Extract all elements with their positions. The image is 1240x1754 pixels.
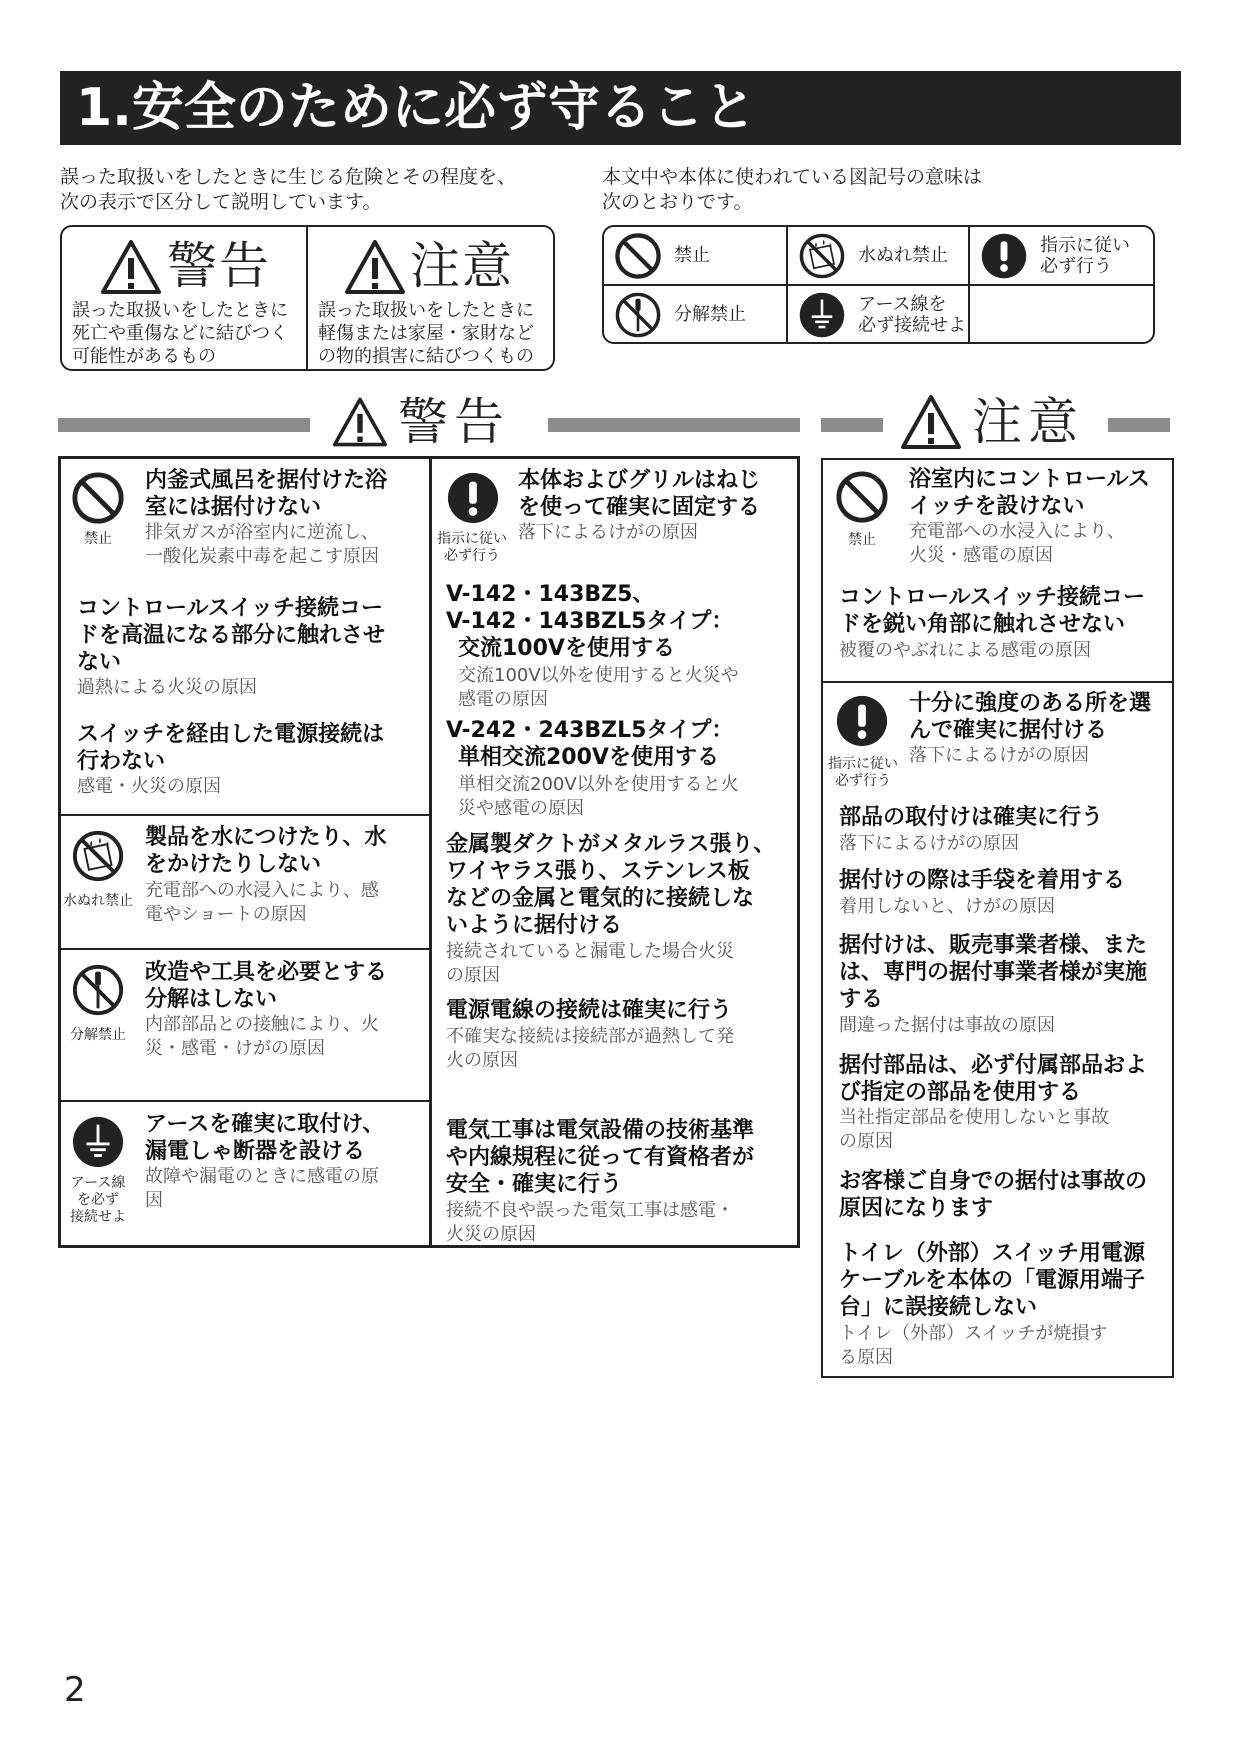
- warning-item-desc: 不確実な接続は接続部が過熱して発 火の原因: [446, 1026, 734, 1071]
- symbol-prohibition: [604, 227, 786, 284]
- banner-bar: [821, 418, 883, 432]
- warning-right-column: [432, 459, 797, 1245]
- symbol-label: アース線を: [858, 293, 947, 315]
- no-water-icon: [798, 232, 846, 280]
- symbol-no-disassembly: [604, 286, 786, 343]
- desc-line: 可能性があるもの: [72, 346, 216, 367]
- caution-item-desc: 被覆のやぶれによる感電の原因: [839, 640, 1091, 661]
- warning-item-head: 本体およびグリルはねじ を使って確実に固定する: [518, 468, 761, 520]
- caution-item-desc: 落下によるけがの原因: [909, 745, 1089, 766]
- page-title: 1.安全のために必ず守ること: [76, 78, 756, 138]
- prohibition-icon: [614, 232, 662, 280]
- mandatory-icon: [980, 232, 1028, 280]
- intro-right-line: 本文中や本体に使われている図記号の意味は: [602, 166, 983, 188]
- warning-item-head: 改造や工具を必要とする 分解はしない: [145, 960, 388, 1012]
- warning-section-label: 警告: [398, 393, 510, 451]
- intro-left: [60, 165, 516, 215]
- signal-word-warning: 警告: [167, 237, 271, 295]
- desc-line: の物的損害に結びつくもの: [318, 346, 534, 367]
- banner-bar: [548, 418, 800, 432]
- caution-item-head: コントロールスイッチ接続コー ドを鋭い角部に触れさせない: [839, 585, 1146, 637]
- prohibition-icon: [835, 470, 889, 524]
- caution-item-head: 据付けの際は手袋を着用する: [839, 868, 1126, 893]
- warning-triangle-icon: [100, 239, 162, 295]
- signal-caution-desc: [318, 299, 534, 368]
- caution-item-head: 据付けは、販売事業者様、また は、専門の据付事業者様が実施 する: [839, 933, 1148, 1012]
- icon-caption: アース線 を必ず 接続せよ: [70, 1175, 126, 1225]
- warning-triangle-icon: [900, 394, 962, 450]
- symbol-label: 必ず行う: [1040, 255, 1112, 277]
- warning-item-head: 製品を水につけたり、水 をかけたりしない: [145, 825, 387, 877]
- page-number: 2: [64, 1670, 86, 1710]
- caution-item-head: 十分に強度のある所を選 んで確実に据付ける: [909, 691, 1152, 743]
- icon-caption: 指示に従い 必ず行う: [437, 531, 507, 564]
- caution-item-desc: 間違った据付は事故の原因: [839, 1015, 1055, 1036]
- symbol-ground: [788, 286, 968, 343]
- caution-item-desc: 着用しないと、けがの原因: [839, 896, 1055, 917]
- caution-item-head: トイレ（外部）スイッチ用電源 ケーブルを本体の「電源用端子 台」に誤接続しない: [839, 1241, 1146, 1320]
- intro-right: [602, 165, 982, 215]
- warning-item-head: スイッチを経由した電源接続は 行わない: [77, 722, 385, 774]
- symbol-label: 指示に従い: [1040, 234, 1130, 256]
- warning-item-head: 金属製ダクトがメタルラス張り、 ワイヤラス張り、ステンレス板 などの金属と電気的に接続しな いように据付ける: [446, 832, 776, 938]
- warning-item-desc: 故障や漏電のときに感電の原 因: [145, 1166, 379, 1211]
- intro-left-line: 次の表示で区分して説明しています。: [60, 191, 382, 213]
- desc-line: 死亡や重傷などに結びつく: [72, 323, 288, 344]
- caution-item-desc: トイレ（外部）スイッチが焼損す る原因: [839, 1323, 1108, 1368]
- warning-item-desc: 内部部品との接触により、火 災・感電・けがの原因: [145, 1014, 379, 1059]
- caution-item-head: 据付部品は、必ず付属部品およ び指定の部品を使用する: [839, 1053, 1148, 1105]
- caution-item-desc: 落下によるけがの原因: [839, 833, 1019, 854]
- warning-item-head: 電気工事は電気設備の技術基準 や内線規程に従って有資格者が 安全・確実に行う: [446, 1118, 755, 1197]
- caution-section-label: 注意: [972, 393, 1084, 451]
- signal-caution: [308, 227, 555, 369]
- caution-item-head: 浴室内にコントロールス イッチを設けない: [909, 467, 1150, 519]
- symbol-label: 水ぬれ禁止: [858, 245, 948, 266]
- signal-word-caution: 注意: [410, 237, 514, 295]
- warning-left-column: [61, 459, 429, 1245]
- caution-item-desc: 当社指定部品を使用しないと事故 の原因: [839, 1107, 1109, 1152]
- warning-item-head: 内釜式風呂を据付けた浴 室には据付けない: [145, 468, 388, 520]
- caution-panel: [821, 458, 1174, 1378]
- icon-caption: 水ぬれ禁止: [63, 893, 133, 909]
- symbol-label: 必ず接続せよ: [858, 314, 966, 336]
- intro-right-line: 次のとおりです。: [602, 191, 753, 213]
- symbol-legend: [602, 225, 1155, 344]
- symbol-label: 分解禁止: [674, 304, 746, 325]
- banner-bar: [1108, 418, 1170, 432]
- no-disassembly-icon: [71, 963, 125, 1017]
- caution-item-desc: 充電部への水浸入により、 火災・感電の原因: [909, 521, 1125, 566]
- prohibition-icon: [71, 471, 125, 525]
- desc-line: 軽傷または家屋・家財など: [318, 323, 534, 344]
- caution-item-head: 部品の取付けは確実に行う: [839, 805, 1104, 830]
- warning-section-title: [332, 392, 510, 452]
- warning-item-head: アースを確実に取付け、 漏電しゃ断器を設ける: [145, 1112, 385, 1164]
- signal-warning-desc: [72, 299, 288, 368]
- warning-item-desc: 充電部への水浸入により、感 電やショートの原因: [145, 880, 379, 925]
- caution-item-head: お客様ご自身での据付は事故の 原因になります: [839, 1169, 1148, 1221]
- warning-item-desc: 排気ガスが浴室内に逆流し、 一酸化炭素中毒を起こす原因: [145, 522, 379, 567]
- icon-caption: 禁止: [848, 532, 876, 548]
- warning-item-desc: 接続されていると漏電した場合火災 の原因: [446, 941, 734, 986]
- warning-item-head: V-242・243BZL5タイプ： 単相交流200Vを使用する: [446, 718, 734, 770]
- warning-triangle-icon: [344, 239, 406, 295]
- warning-item-desc: 交流100V以外を使用すると火災や 感電の原因: [458, 665, 739, 710]
- no-disassembly-icon: [614, 291, 662, 339]
- warning-item-head: コントロールスイッチ接続コー ドを高温になる部分に触れさせ ない: [77, 596, 386, 675]
- icon-caption: 分解禁止: [70, 1027, 126, 1043]
- warning-panel: [58, 456, 800, 1248]
- warning-item-head: V-142・143BZ5、 V-142・143BZL5タイプ： 交流100Vを使用する: [446, 582, 734, 661]
- warning-item-desc: 落下によるけがの原因: [518, 522, 698, 543]
- warning-triangle-icon: [332, 396, 388, 448]
- signal-word-legend: [60, 225, 555, 371]
- warning-item-desc: 単相交流200V以外を使用すると火 災や感電の原因: [458, 774, 739, 819]
- icon-caption: 指示に従い 必ず行う: [828, 756, 898, 789]
- warning-item-desc: 接続不良や誤った電気工事は感電・ 火災の原因: [446, 1200, 734, 1245]
- banner-bar: [58, 418, 310, 432]
- intro-left-line: 誤った取扱いをしたときに生じる危険とその程度を、: [60, 166, 517, 188]
- ground-icon: [798, 291, 846, 339]
- ground-icon: [71, 1115, 125, 1169]
- desc-line: 誤った取扱いをしたときに: [318, 300, 534, 321]
- warning-item-head: 電源電線の接続は確実に行う: [446, 998, 733, 1023]
- symbol-label: 禁止: [674, 245, 710, 266]
- mandatory-icon: [835, 694, 889, 748]
- warning-item-desc: 感電・火災の原因: [77, 776, 221, 797]
- caution-section-title: [900, 392, 1084, 452]
- mandatory-icon: [446, 471, 500, 525]
- desc-line: 誤った取扱いをしたときに: [72, 300, 288, 321]
- icon-caption: 禁止: [84, 531, 112, 547]
- warning-item-desc: 過熱による火災の原因: [77, 677, 257, 698]
- symbol-no-water: [788, 227, 968, 284]
- no-water-icon: [71, 829, 125, 883]
- signal-warning: [62, 227, 308, 369]
- symbol-mandatory: [970, 227, 1155, 284]
